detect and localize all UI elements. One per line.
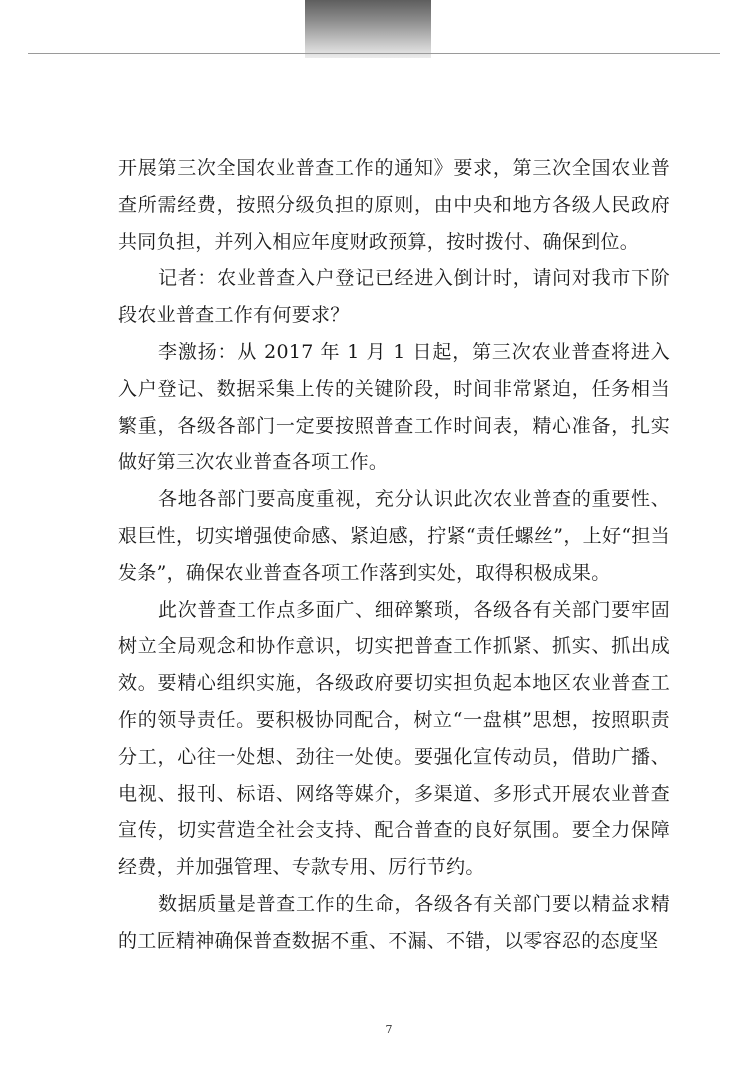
paragraph-data-quality: 数据质量是普查工作的生命，各级各有关部门要以精益求精的工匠精神确保普查数据不重、不漏、不错，以零容忍的态度坚 <box>118 892 670 952</box>
scan-shadow <box>305 0 431 58</box>
paragraph-answer-intro: 李激扬：从 2017 年 1 月 1 日起，第三次农业普查将进入入户登记、数据采集上传的关键阶段，时间非常紧迫，任务相当繁重，各级各部门一定要按照普查工作时间表，精心准备，扎实做好第三次农业普查各项工作。 <box>118 340 670 474</box>
document-body <box>118 150 670 960</box>
paragraph-continuation: 开展第三次全国农业普查工作的通知》要求，第三次全国农业普查所需经费，按照分级负担的原则，由中央和地方各级人民政府共同负担，并列入相应年度财政预算，按时拨付、确保到位。 <box>118 157 670 253</box>
page-number: 7 <box>385 1023 393 1036</box>
paragraph-question: 记者：农业普查入户登记已经进入倒计时，请问对我市下阶段农业普查工作有何要求？ <box>118 267 670 327</box>
scan-edge-line <box>28 53 720 54</box>
paragraph-importance: 各地各部门要高度重视，充分认识此次农业普查的重要性、艰巨性，切实增强使命感、紧迫感，拧紧“责任螺丝”，上好“担当发条”，确保农业普查各项工作落到实处，取得积极成果。 <box>118 488 670 584</box>
paragraph-coordination: 此次普查工作点多面广、细碎繁琐，各级各有关部门要牢固树立全局观念和协作意识，切实把普查工作抓紧、抓实、抓出成效。要精心组织实施，各级政府要切实担负起本地区农业普查工作的领导责任。要积极协同配合，树立“一盘棋”思想，按照职责分工，心往一处想、劲往一处使。要强化宣传动员，借助广播、电视、报刊、标语、网络等媒介，多渠道、多形式开展农业普查宣传，切实营造全社会支持、配合普查的良好氛围。要全力保障经费，并加强管理、专款专用、厉行节约。 <box>118 598 670 879</box>
